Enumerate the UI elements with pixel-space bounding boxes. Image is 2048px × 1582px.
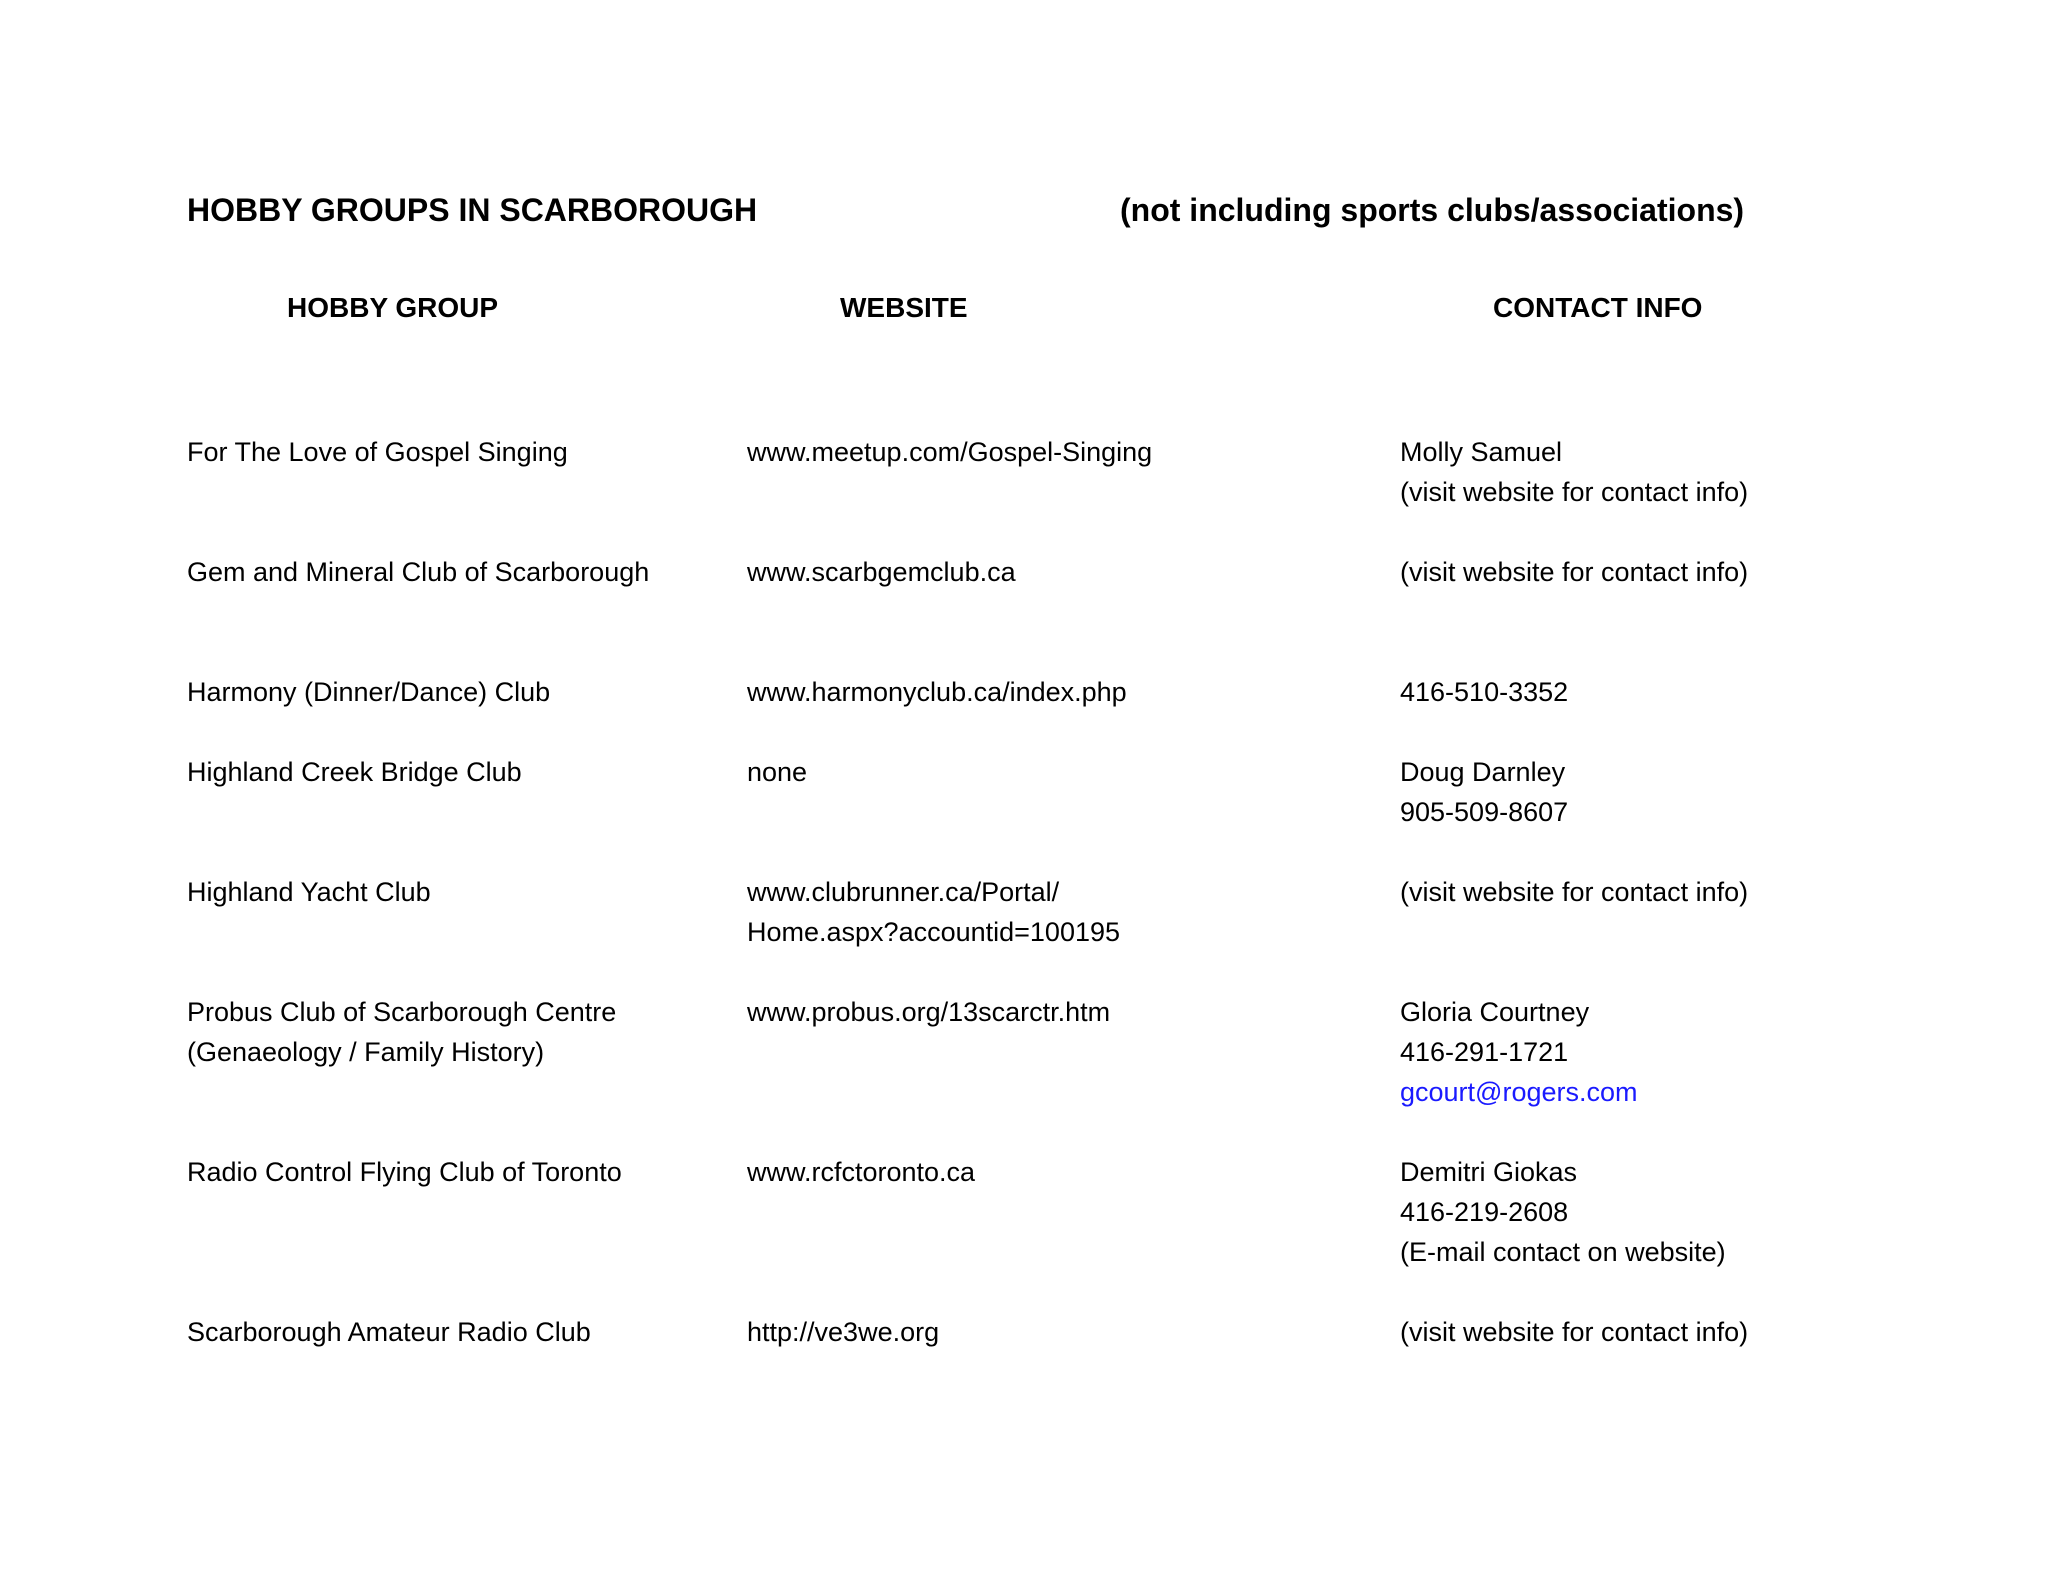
contact-cell — [1400, 992, 1638, 1112]
hobby-group-cell — [187, 752, 522, 792]
hobby-group-subtitle: (Genaeology / Family History) — [187, 1037, 545, 1067]
hobby-group-name: Gem and Mineral Club of Scarborough — [187, 557, 650, 587]
column-header-contact-info: CONTACT INFO — [1493, 292, 1703, 323]
contact-cell — [1400, 1312, 1748, 1352]
contact-cell — [1400, 872, 1748, 912]
contact-note: (visit website for contact info) — [1400, 1317, 1749, 1347]
hobby-group-cell — [187, 552, 649, 592]
website-cell — [747, 1152, 975, 1192]
hobby-group-name: Scarborough Amateur Radio Club — [187, 1317, 591, 1347]
contact-name: Gloria Courtney — [1400, 997, 1590, 1027]
hobby-group-cell — [187, 1152, 622, 1192]
website-text: http://ve3we.org — [747, 1317, 940, 1347]
contact-phone: 905-509-8607 — [1400, 797, 1569, 827]
website-cell — [747, 992, 1110, 1032]
website-text: www.clubrunner.ca/Portal/ — [747, 877, 1060, 907]
website-cell — [747, 752, 807, 792]
hobby-group-cell — [187, 872, 431, 912]
hobby-group-cell — [187, 1312, 591, 1352]
contact-name: Demitri Giokas — [1400, 1157, 1578, 1187]
contact-phone: 416-510-3352 — [1400, 677, 1569, 707]
hobby-group-name: For The Love of Gospel Singing — [187, 437, 568, 467]
website-text-continued: Home.aspx?accountid=100195 — [747, 917, 1121, 947]
hobby-group-name: Highland Creek Bridge Club — [187, 757, 522, 787]
website-text: www.harmonyclub.ca/index.php — [747, 677, 1127, 707]
website-text: www.meetup.com/Gospel-Singing — [747, 437, 1153, 467]
hobby-group-name: Highland Yacht Club — [187, 877, 431, 907]
hobby-group-cell — [187, 432, 568, 472]
website-text: www.rcfctoronto.ca — [747, 1157, 976, 1187]
website-cell — [747, 872, 1120, 952]
column-header-website: WEBSITE — [840, 292, 968, 323]
contact-email-link[interactable]: gcourt@rogers.com — [1400, 1077, 1638, 1107]
website-cell — [747, 672, 1127, 712]
contact-cell — [1400, 1152, 1726, 1272]
contact-name: Doug Darnley — [1400, 757, 1566, 787]
document-title: HOBBY GROUPS IN SCARBOROUGH — [187, 192, 758, 228]
website-cell — [747, 1312, 939, 1352]
contact-phone: 416-291-1721 — [1400, 1037, 1569, 1067]
website-text: www.probus.org/13scarctr.htm — [747, 997, 1111, 1027]
contact-note: (visit website for contact info) — [1400, 477, 1749, 507]
website-cell — [747, 432, 1152, 472]
contact-cell — [1400, 672, 1568, 712]
hobby-group-name: Harmony (Dinner/Dance) Club — [187, 677, 551, 707]
hobby-group-name: Radio Control Flying Club of Toronto — [187, 1157, 622, 1187]
contact-note: (E-mail contact on website) — [1400, 1237, 1726, 1267]
column-header-hobby-group: HOBBY GROUP — [287, 292, 499, 323]
hobby-group-cell — [187, 672, 550, 712]
document-subtitle: (not including sports clubs/associations) — [1120, 192, 1745, 228]
contact-name: Molly Samuel — [1400, 437, 1563, 467]
contact-note: (visit website for contact info) — [1400, 877, 1749, 907]
website-text: none — [747, 757, 808, 787]
hobby-group-name: Probus Club of Scarborough Centre — [187, 997, 617, 1027]
website-text: www.scarbgemclub.ca — [747, 557, 1016, 587]
hobby-group-cell — [187, 992, 616, 1072]
website-cell — [747, 552, 1016, 592]
contact-cell — [1400, 752, 1568, 832]
contact-cell — [1400, 432, 1748, 512]
contact-cell — [1400, 552, 1748, 592]
contact-phone: 416-219-2608 — [1400, 1197, 1569, 1227]
contact-note: (visit website for contact info) — [1400, 557, 1749, 587]
